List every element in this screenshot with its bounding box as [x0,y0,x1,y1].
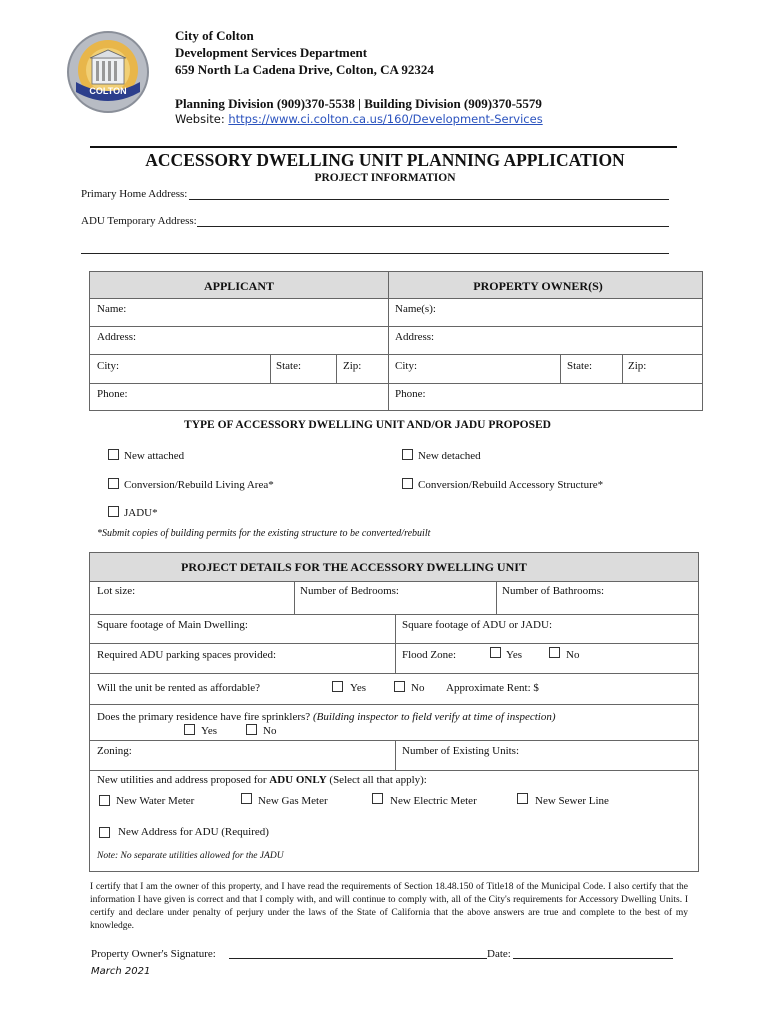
sprinklers-label: Does the primary residence have fire sprinklers? [97,711,311,723]
sqft-adu-field[interactable]: Square footage of ADU or JADU: [402,619,552,631]
applicant-state-field[interactable]: State: [276,360,302,372]
flood-yes-checkbox[interactable] [490,647,501,658]
applicant-address-field[interactable]: Address: [97,331,137,343]
project-info-heading: PROJECT INFORMATION [314,172,456,184]
department-address: 659 North La Cadena Drive, Colton, CA 92324 [175,62,434,77]
affordable-yes-label: Yes [350,682,367,694]
owner-phone-field[interactable]: Phone: [395,388,426,400]
owner-signature-label: Property Owner's Signature: [91,948,216,960]
new-attached-checkbox[interactable] [108,449,119,460]
parking-field[interactable]: Required ADU parking spaces provided: [97,649,277,661]
owner-zip-field[interactable]: Zip: [628,360,647,372]
header-divider [90,146,677,148]
primary-address-field[interactable] [189,199,669,200]
water-meter-checkbox[interactable] [99,795,110,806]
affordable-no-label: No [411,682,425,694]
sprinklers-question [97,711,556,723]
department-name: Development Services Department [175,45,368,60]
owner-address-field[interactable]: Address: [395,331,435,343]
affordable-yes-checkbox[interactable] [332,681,343,692]
applicant-heading: APPLICANT [203,279,274,293]
details-heading: PROJECT DETAILS FOR THE ACCESSORY DWELLING UNIT [181,560,527,574]
zoning-field[interactable]: Zoning: [97,745,132,757]
utilities-question [97,774,427,786]
website-label: Website: [175,112,229,126]
sprinklers-no-checkbox[interactable] [246,724,257,735]
conversion-living-label: Conversion/Rebuild Living Area* [124,479,274,491]
sqft-main-field[interactable]: Square footage of Main Dwelling: [97,619,248,631]
sprinklers-note: (Building inspector to field verify at time of inspection) [312,711,556,723]
applicant-city-field[interactable]: City: [97,360,120,372]
owner-city-field[interactable]: City: [395,360,418,372]
water-meter-label: New Water Meter [116,795,195,807]
jadu-checkbox[interactable] [108,506,119,517]
new-detached-label: New detached [418,450,481,462]
electric-meter-label: New Electric Meter [390,795,477,807]
gas-meter-label: New Gas Meter [258,795,328,807]
owner-name-field[interactable]: Name(s): [395,303,436,315]
sprinklers-yes-checkbox[interactable] [184,724,195,735]
sewer-line-checkbox[interactable] [517,793,528,804]
utilities-bold: ADU ONLY [269,774,327,786]
website-line [175,112,543,126]
conversion-accessory-checkbox[interactable] [402,478,413,489]
new-address-label: New Address for ADU (Required) [118,826,269,838]
adu-address-field-line2[interactable] [81,253,669,254]
sprinklers-no-label: No [263,725,277,737]
bathrooms-field[interactable]: Number of Bathrooms: [502,585,605,597]
sprinklers-yes-label: Yes [201,725,218,737]
adu-address-label: ADU Temporary Address: [81,215,197,227]
flood-no-checkbox[interactable] [549,647,560,658]
primary-address-label: Primary Home Address: [81,188,188,200]
sewer-line-label: New Sewer Line [535,795,609,807]
utilities-note: Note: No separate utilities allowed for the JADU [97,851,284,861]
electric-meter-checkbox[interactable] [372,793,383,804]
existing-units-field[interactable]: Number of Existing Units: [402,745,520,757]
flood-no-label: No [566,649,580,661]
new-address-checkbox[interactable] [99,827,110,838]
bedrooms-field[interactable]: Number of Bedrooms: [300,585,399,597]
utilities-pre: New utilities and address proposed for [97,774,270,786]
date-label: Date: [487,948,511,960]
new-attached-label: New attached [124,450,185,462]
applicant-phone-field[interactable]: Phone: [97,388,128,400]
affordable-no-checkbox[interactable] [394,681,405,692]
lot-size-field[interactable]: Lot size: [97,585,136,597]
flood-zone-label: Flood Zone: [402,649,457,661]
permits-note: *Submit copies of building permits for the existing structure to be converted/rebuilt [97,528,431,539]
utilities-post: (Select all that apply): [326,774,427,786]
gas-meter-checkbox[interactable] [241,793,252,804]
header-block [175,27,434,78]
affordable-label: Will the unit be rented as affordable? [97,682,261,694]
conversion-accessory-label: Conversion/Rebuild Accessory Structure* [418,479,604,491]
flood-yes-label: Yes [506,649,523,661]
type-heading: TYPE OF ACCESSORY DWELLING UNIT AND/OR JADU PROPOSED [184,419,551,431]
applicant-zip-field[interactable]: Zip: [343,360,362,372]
date-field[interactable] [513,958,673,959]
owner-state-field[interactable]: State: [567,360,593,372]
approx-rent-field[interactable]: Approximate Rent: $ [446,682,539,694]
applicant-name-field[interactable]: Name: [97,303,127,315]
website-link[interactable]: https://www.ci.colton.ca.us/160/Development-Services [228,112,543,126]
conversion-living-checkbox[interactable] [108,478,119,489]
form-title: ACCESSORY DWELLING UNIT PLANNING APPLICATION [145,150,625,170]
certification-text: I certify that I am the owner of this property, and I have read the requirements of Section 18.48.150 of Title18 of the Municipal Code. I also certify that the information I have given is correct and that I comply with, and will continue to comply with, all of the City's requirements for Accessory Dwelling Units. I certify and declare under penalty of perjury under the laws of the State of California that the above answers are true and complete to the best of my knowledge. [90,882,688,931]
logo-text: COLTON [89,86,127,96]
jadu-label: JADU* [124,507,158,519]
phone-numbers: Planning Division (909)370-5538 | Building Division (909)370-5579 [175,96,542,111]
owner-signature-field[interactable] [229,958,487,959]
adu-address-field[interactable] [197,226,669,227]
city-seal-logo [66,30,150,114]
city-name: City of Colton [175,28,254,43]
owner-heading: PROPERTY OWNER(S) [473,279,603,293]
footer-date: March 2021 [91,966,151,977]
new-detached-checkbox[interactable] [402,449,413,460]
